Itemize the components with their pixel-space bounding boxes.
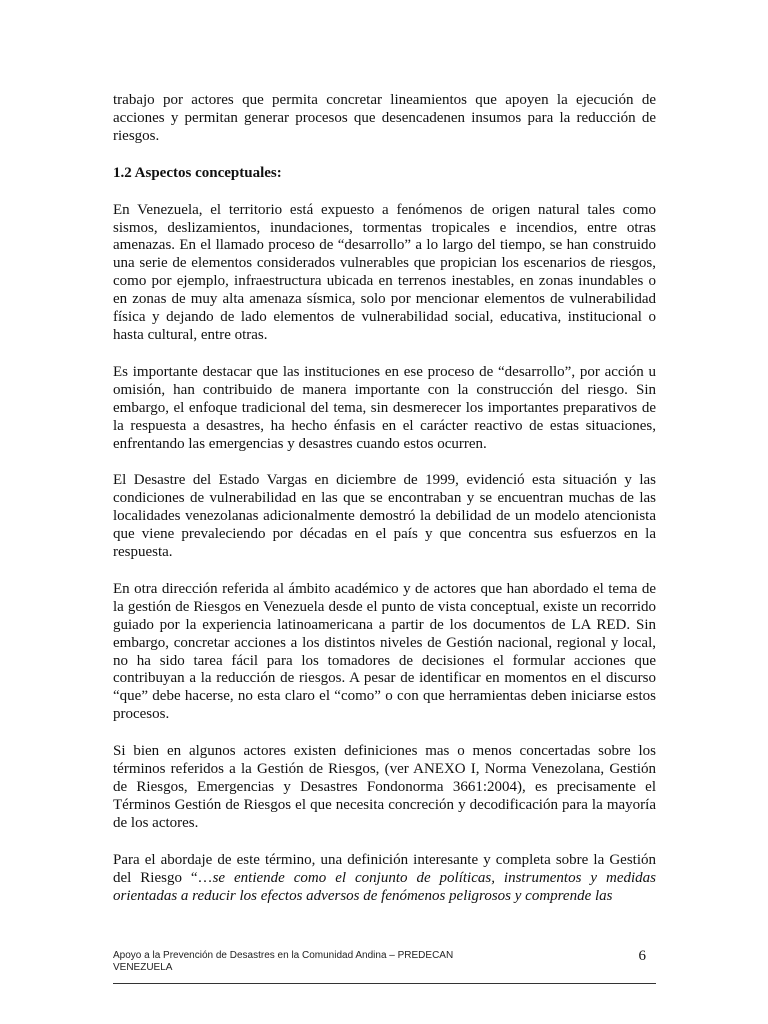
paragraph-2: Es importante destacar que las instituciones en ese proceso de “desarrollo”, por acción u omisión, han contribuido de manera importante con la construcción del riesgo. Sin embargo, el enfoque tradicional del tema, sin desmerecer los importantes preparativos de la respuesta a desastres, ha hecho énfasis en el carácter reactivo de estas situaciones, enfrentando las emergencias y desastres cuando estos ocurren. xyxy=(113,363,656,452)
paragraph-5: Si bien en algunos actores existen definiciones mas o menos concertadas sobre los términos referidos a la Gestión de Riesgos, (ver ANEXO I, Norma Venezolana, Gestión de Riesgos, Emergencias y Desastres Fondonorma 3661:2004), es precisamente el Términos Gestión de Riesgos el que necesita concreción y decodificación para la mayoría de los actores. xyxy=(113,743,656,831)
footer-title: Apoyo a la Prevención de Desastres en la Comunidad Andina – PREDECAN xyxy=(113,950,454,961)
paragraph-6-lead: Para el abordaje de este término, una definición interesante y completa sobre la Gestión del Riesgo “… xyxy=(113,851,656,886)
page-footer xyxy=(113,950,656,974)
paragraph-6 xyxy=(113,852,656,906)
paragraph-4: En otra dirección referida al ámbito académico y de actores que han abordado el tema de la gestión de Riesgos en Venezuela desde el punto de vista conceptual, existe un recorrido guiado por la experiencia latinoamericana a partir de los documentos de LA RED. Sin embargo, concretar acciones a los distintos niveles de Gestión nacional, regional y local, no ha sido tarea fácil para los tomadores de decisiones el formular acciones que contribuyan a la reducción de riesgos. A pesar de identificar en momentos en el discurso “que” debe hacerse, no esta claro el “como” o con que herramientas deben iniciarse estos procesos. xyxy=(113,580,656,723)
footer-country: VENEZUELA xyxy=(113,962,173,973)
document-body xyxy=(113,92,656,905)
paragraph-3: El Desastre del Estado Vargas en diciembre de 1999, evidenció esta situación y las condiciones de vulnerabilidad en las que se encontraban y se encuentran muchas de las localidades venezolanas adicionalmente demostró la debilidad de un modelo atencionista que viene prevaleciendo por décadas en el país y que concentra sus esfuerzos en la respuesta. xyxy=(113,472,656,561)
footer-divider xyxy=(113,983,656,984)
page-number: 6 xyxy=(638,948,646,964)
paragraph-intro: trabajo por actores que permita concretar lineamientos que apoyen la ejecución de acciones y permitan generar procesos que desencadenen insumos para la reducción de riesgos. xyxy=(113,92,656,144)
paragraph-6-quote: se entiende como el conjunto de políticas, instrumentos y medidas orientadas a reducir los efectos adversos de fenómenos peligrosos y comprende las xyxy=(113,869,656,904)
section-heading: 1.2 Aspectos conceptuales: xyxy=(113,164,282,181)
paragraph-1: En Venezuela, el territorio está expuesto a fenómenos de origen natural tales como sismos, deslizamientos, inundaciones, tormentas tropicales e incendios, entre otras amenazas. En el llamado proceso de “desarrollo” a lo largo del tiempo, se han construido una serie de elementos considerados vulnerables que propician los escenarios de riesgos, como por ejemplo, infraestructura ubicada en terrenos inestables, en zonas inundables o en zonas de muy alta amenaza sísmica, solo por mencionar elementos de vulnerabilidad física y dejando de lado elementos de vulnerabilidad social, educativa, institucional o hasta cultural, entre otras. xyxy=(113,201,656,343)
